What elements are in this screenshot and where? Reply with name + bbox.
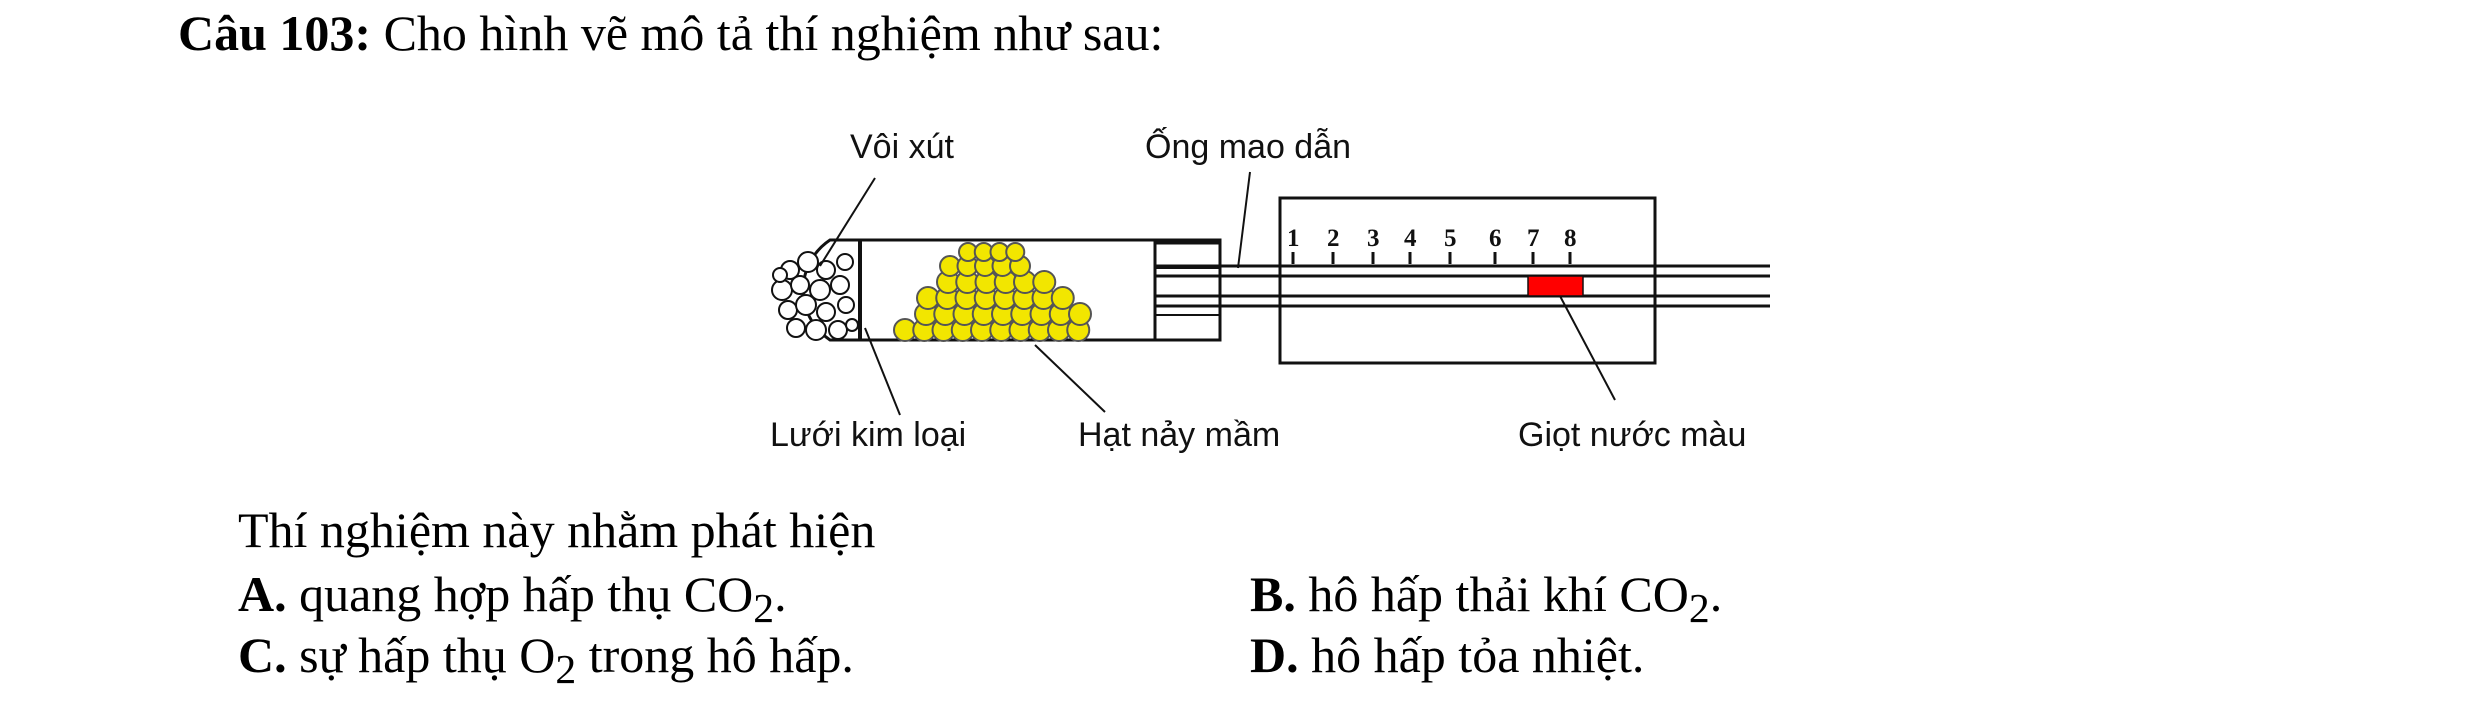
scale-mark: 5 xyxy=(1444,225,1457,252)
label-soda-lime: Vôi xút xyxy=(850,128,954,166)
scale-mark: 2 xyxy=(1327,225,1340,252)
label-colored-water-drop: Giọt nước màu xyxy=(1518,416,1747,454)
label-capillary-tube: Ống mao dẫn xyxy=(1145,128,1352,166)
option-d[interactable]: D. hô hấp tỏa nhiệt. xyxy=(1250,627,1645,683)
question-title xyxy=(178,0,1163,66)
soda-lime-pebbles xyxy=(772,252,858,340)
option-letter: A. xyxy=(238,566,287,622)
scale-mark: 1 xyxy=(1287,225,1300,252)
germinating-seeds xyxy=(894,243,1091,341)
question-text: Cho hình vẽ mô tả thí nghiệm như sau: xyxy=(371,5,1164,61)
scale-mark: 8 xyxy=(1564,225,1577,252)
option-b[interactable]: B. hô hấp thải khí $CO_2$. xyxy=(1250,566,1723,632)
scale-mark: 3 xyxy=(1367,225,1380,252)
question-number: Câu 103: xyxy=(178,5,372,61)
option-letter: C. xyxy=(238,627,287,683)
label-germinating-seeds: Hạt nảy mầm xyxy=(1078,416,1281,454)
colored-water-drop xyxy=(1528,276,1583,296)
option-letter: B. xyxy=(1250,566,1296,622)
scale-box xyxy=(1280,198,1655,363)
scale-mark: 4 xyxy=(1404,225,1417,252)
label-metal-mesh: Lưới kim loại xyxy=(770,416,967,454)
scale-mark: 7 xyxy=(1527,225,1540,252)
question-lead: Thí nghiệm này nhằm phát hiện xyxy=(238,502,876,558)
option-c[interactable]: C. sự hấp thụ $O_2$ trong hô hấp. xyxy=(238,627,854,693)
option-a[interactable]: A. quang hợp hấp thụ $CO_2$. xyxy=(238,566,787,632)
scale-mark: 6 xyxy=(1489,225,1502,252)
option-letter: D. xyxy=(1250,627,1299,683)
experiment-diagram xyxy=(740,115,1800,465)
